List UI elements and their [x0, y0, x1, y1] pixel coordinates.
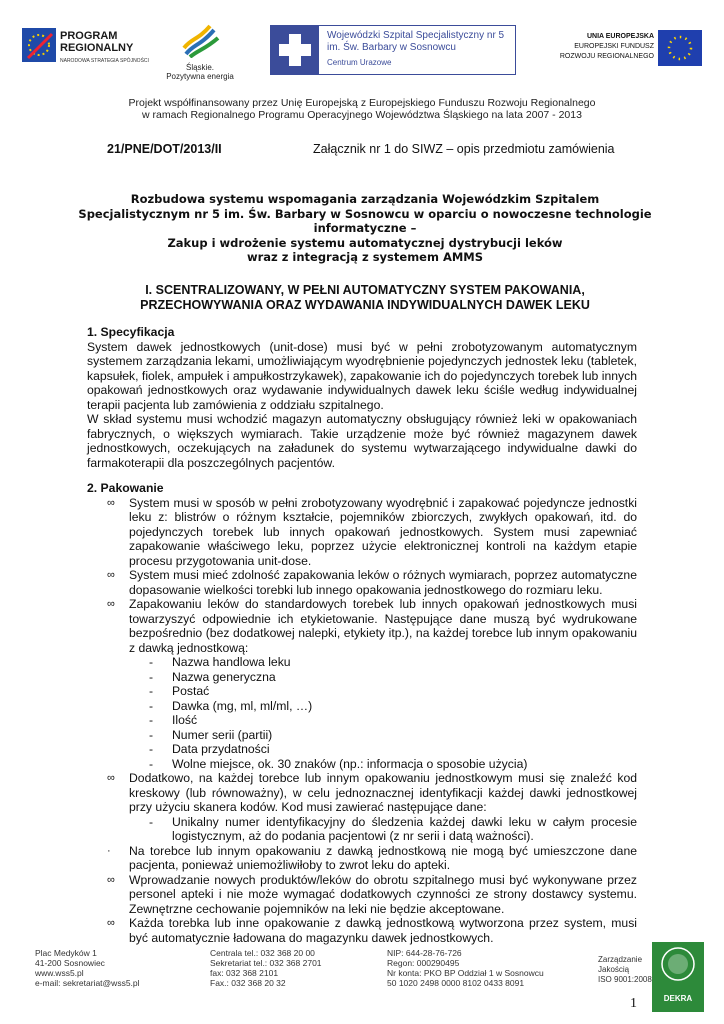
footer-line: Nr konta: PKO BP Oddział 1 w Sosnowcu — [387, 968, 544, 978]
list-item — [87, 568, 637, 597]
eu-line1: UNIA EUROPEJSKA — [586, 33, 654, 40]
list-item — [87, 815, 637, 844]
list-item — [87, 597, 637, 655]
footer-line: Jakością — [598, 965, 630, 974]
list-item — [87, 699, 637, 714]
section-heading — [60, 283, 670, 313]
bullet-icon: ∞ — [107, 569, 115, 581]
pack-bullet-4-dash: Unikalny numer identyfikacyjny do śledzenia każdej dawki leku w całym procesie logistycznym, aż do podania pacjentowi (z nr serii i datą ważności). — [172, 814, 637, 843]
footer-line: NIP: 644-28-76-726 — [387, 948, 462, 958]
spec-paragraph-1: System dawek jednostkowych (unit-dose) musi być w pełni zrobotyzowanym automatycznym systemem zarządzania lekami, umożliwiającym wyodrębnienie pojedynczych jednostek leku (tabletek, kapsułek, fiolek, ampułek i ampułkostrzykawek), zapakowanie ich do pojedynczych torebek lub innych opakowań jednostkowych oraz wydawanie indywidualnych dawek leku ściśle według indywidualnej terapii pacjenta lub zamówienia z oddziału szpitalnego. — [87, 339, 637, 412]
slaskie-wave-icon — [180, 24, 220, 58]
footer-line: Sekretariat tel.: 032 368 2701 — [210, 958, 322, 968]
pack-bullet-5: Na torebce lub innym opakowaniu z dawką jednostkową nie mogą być umieszczone dane pacjenta, ponieważ uniemożliwiłoby to zwrot leku do apteki. — [129, 843, 637, 872]
list-item — [87, 684, 637, 699]
footer-bank — [387, 948, 544, 988]
hospital-line1: Wojewódzki Szpital Specjalistyczny nr 5 — [327, 30, 505, 41]
pack-bullet-6: Wprowadzanie nowych produktów/leków do obrotu szpitalnego musi być wykonywane przez personel apteki i nie może wymagać dodatkowych czynności ze strony dostawcy systemu. Zewnętrzne cechowanie pojemników na leki nie będzie akceptowane. — [129, 872, 637, 916]
bullet-icon: ∞ — [107, 496, 115, 509]
bullet-icon: ∞ — [107, 873, 115, 886]
slaskie-logo — [160, 24, 240, 84]
list-item — [87, 873, 637, 917]
label-item: Postać — [172, 684, 210, 698]
title-line5: wraz z integracją z systemem AMMS — [246, 250, 484, 264]
dekra-certificate-badge — [652, 942, 704, 1012]
label-item: Data przydatności — [172, 742, 270, 756]
footer-line: Fax.: 032 368 20 32 — [210, 978, 286, 988]
eu-line3: ROZWOJU REGIONALNEGO — [559, 53, 654, 60]
dash-icon: - — [149, 655, 154, 669]
list-item — [87, 742, 637, 757]
program-regionalny-logo — [22, 26, 147, 70]
dash-icon: - — [149, 756, 154, 771]
dash-icon: - — [149, 742, 154, 756]
section-line2: PRZECHOWYWANIA ORAZ WYDAWANIA INDYWIDUALNYCH DAWEK LEKU — [140, 298, 590, 312]
pack-bullet-2: System musi mieć zdolność zapakowania leków o różnych wymiarach, poprzez automatyczne dopasowanie wielkości torebki lub innego opakowania jednostkowego do rozmiaru leku. — [129, 568, 637, 597]
list-item — [87, 670, 637, 685]
spec-paragraph-2: W skład systemu musi wchodzić magazyn automatyczny obsługujący również leki w opakowaniach fabrycznych, o większych wymiarach. Takie urządzenie może być również magazynem dawek jednostkowych, oczekujących na załadunek do systemu wytwarzającego indywidualne dawki do farmakoterapii dla poszczególnych pacjentów. — [87, 412, 637, 470]
hospital-line3: Centrum Urazowe — [327, 58, 392, 67]
project-line1: Projekt współfinansowany przez Unię Europejską z Europejskiego Funduszu Rozwoju Regionalnego — [128, 97, 596, 109]
project-line2: w ramach Regionalnego Programu Operacyjnego Województwa Śląskiego na lata 2007 - 2013 — [142, 109, 582, 121]
label-item: Numer serii (partii) — [172, 727, 273, 742]
dekra-seal-icon — [652, 942, 704, 992]
footer-line: ISO 9001:2008 — [598, 975, 652, 984]
pack-bullet-7: Każda torebka lub inne opakowanie z dawką jednostkową wytworzona przez system, musi być automatycznie ładowana do magazynku dawek jednostkowych. — [129, 916, 637, 945]
bullet-icon: ∞ — [107, 598, 115, 610]
footer-line: 41-200 Sosnowiec — [35, 958, 105, 968]
label-item: Wolne miejsce, ok. 30 znaków (np.: informacja o sposobie użycia) — [172, 756, 528, 771]
section-line1: I. SCENTRALIZOWANY, W PEŁNI AUTOMATYCZNY SYSTEM PAKOWANIA, — [145, 283, 585, 297]
dash-icon: - — [149, 727, 154, 742]
footer-address — [35, 948, 140, 988]
program-logo-sub: NARODOWA STRATEGIA SPÓJNOŚCI — [60, 58, 149, 64]
dekra-label: DEKRA — [663, 994, 693, 1003]
dash-icon: - — [149, 698, 154, 713]
eu-line2: EUROPEJSKI FUNDUSZ — [574, 43, 654, 50]
label-item: Nazwa handlowa leku — [172, 655, 291, 669]
footer-website[interactable]: www.wss5.pl — [35, 968, 84, 978]
title-line3: informatyczne – — [313, 221, 417, 235]
list-item — [87, 916, 637, 945]
dot-bullet-icon: · — [107, 844, 111, 857]
attachment-title: Załącznik nr 1 do SIWZ – opis przedmiotu zamówienia — [313, 142, 615, 156]
footer-line: 50 1020 2498 0000 8102 0433 8091 — [387, 978, 525, 988]
dash-icon: - — [149, 669, 154, 684]
document-title — [60, 192, 670, 265]
project-note — [0, 97, 724, 121]
pack-bullet-4: Dodatkowo, na każdej torebce lub innym opakowaniu jednostkowym musi się znaleźć kod kreskowy (lub równoważny), w celu jednoznacznej identyfikacji każdej dawki jednostkowej przy użyciu skanera kodów. Kod musi zawierać następujące dane: — [129, 771, 637, 814]
list-item — [87, 771, 637, 815]
pack-bullet-3: Zapakowaniu leków do standardowych torebek lub innych opakowań jednostkowych musi towarzyszyć odpowiednie ich etykietowanie. Następujące dane muszą być wydrukowane bezpośrednio (bez dodatkowej nalepki, etykiety itp.), na każdej torebce lub innym opakowaniu z dawką jednostkową: — [129, 597, 637, 655]
spec-heading: 1. Specyfikacja — [87, 325, 175, 339]
pack-bullet-1: System musi w sposób w pełni zrobotyzowany wyodrębnić i zapakować pojedyncze jednostki leku z: blistrów o różnym kształcie, pojemników zbiorczych, zwykłych opakowań, itd. do pojedynczych torebek lub innych opakowań jednostkowych. System musi zapewniać zapakowanie właściwego leku, poprzez użycie elektronicznej kontroli na każdym etapie procesu przygotowania unit-dose. — [129, 495, 637, 568]
title-line2: Specjalistycznym nr 5 im. Św. Barbary w Sosnowcu w oparciu o nowoczesne technologie — [78, 206, 652, 221]
medical-cross-icon — [271, 26, 319, 74]
list-item — [87, 713, 637, 728]
label-item: Ilość — [172, 713, 198, 727]
label-item: Nazwa generyczna — [172, 669, 276, 684]
list-item — [87, 757, 637, 772]
footer-iso — [598, 955, 652, 985]
reference-number: 21/PNE/DOT/2013/II — [107, 142, 222, 156]
eu-logo — [560, 30, 702, 70]
eu-flag-icon — [658, 30, 702, 66]
page-number: 1 — [630, 996, 637, 1011]
list-item — [87, 844, 637, 873]
title-line1: Rozbudowa systemu wspomagania zarządzania Wojewódzkim Szpitalem — [130, 192, 600, 206]
hospital-line2: im. Św. Barbary w Sosnowcu — [327, 42, 456, 53]
footer-email[interactable]: e-mail: sekretariat@wss5.pl — [35, 978, 140, 988]
program-logo-line2: REGIONALNY — [60, 42, 134, 54]
dash-icon: - — [149, 814, 154, 829]
footer-line: fax: 032 368 2101 — [210, 968, 279, 978]
title-line4: Zakup i wdrożenie systemu automatycznej dystrybucji leków — [167, 235, 563, 250]
program-logo-line1: PROGRAM — [60, 30, 118, 42]
footer-line: Regon: 000290495 — [387, 958, 460, 968]
pack-heading: 2. Pakowanie — [87, 481, 164, 495]
list-item — [87, 728, 637, 743]
dash-icon: - — [149, 713, 154, 727]
footer-phones — [210, 948, 322, 988]
label-item: Dawka (mg, ml, ml/ml, …) — [172, 698, 313, 713]
specification-section — [87, 325, 637, 470]
footer-line: Centrala tel.: 032 368 20 00 — [210, 948, 315, 958]
list-item — [87, 496, 637, 569]
packaging-section — [87, 481, 637, 945]
bullet-icon: ∞ — [107, 772, 115, 784]
slaskie-line1: Śląskie. — [185, 63, 214, 72]
hospital-logo — [270, 25, 516, 75]
list-item — [87, 655, 637, 670]
eu-stars-icon — [22, 28, 56, 62]
footer-line: Zarządzanie — [598, 955, 643, 964]
dash-icon: - — [149, 684, 154, 698]
slaskie-line2: Pozytywna energia — [166, 72, 234, 81]
footer-line: Plac Medyków 1 — [35, 948, 97, 958]
bullet-icon: ∞ — [107, 917, 115, 929]
